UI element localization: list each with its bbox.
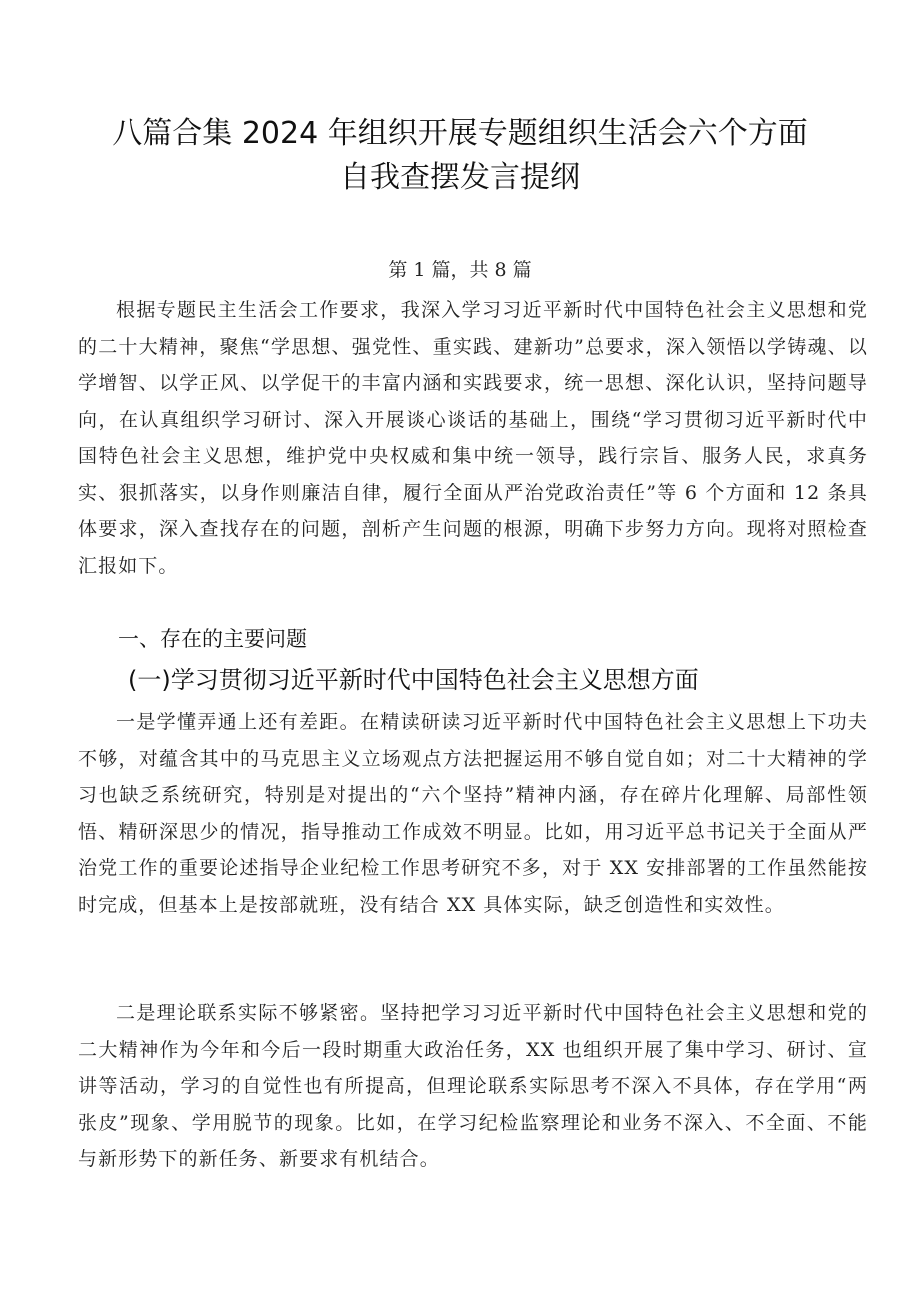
part-label: 第 1 篇，共 8 篇 (388, 259, 532, 281)
intro-paragraph: 根据专题民主生活会工作要求，我深入学习习近平新时代中国特色社会主义思想和党的二十大精神，聚焦“学思想、强党性、重实践、建新功”总要求，深入领悟以学铸魂、以学增智、以学正风、以学促干的丰富内涵和实践要求，统一思想、深化认识，坚持问题导向，在认真组织学习研讨、深入开展谈心谈话的基础上，围绕“学习贯彻习近平新时代中国特色社会主义思想，维护党中央权威和集中统一领导，践行宗旨、服务人民，求真务实、狠抓落实，以身作则廉洁自律，履行全面从严治党政治责任”等 6 个方面和 12 条具体要求，深入查找存在的问题，剖析产生问题的根源，明确下步努力方向。现将对照检查汇报如下。 (78, 299, 868, 577)
paragraph-point-two: 二是理论联系实际不够紧密。坚持把学习习近平新时代中国特色社会主义思想和党的二大精神作为今年和今后一段时期重大政治任务，XX 也组织开展了集中学习、研讨、宣讲等活动，学习的自觉性也有所提高，但理论联系实际思考不深入不具体，存在学用“两张皮”现象、学用脱节的现象。比如，在学习纪检监察理论和业务不深入、不全面、不能与新形势下的新任务、新要求有机结合。 (78, 1002, 868, 1170)
document-title-line-1: 八篇合集 2024 年组织开展专题组织生活会六个方面 (112, 116, 808, 151)
document-title-line-2: 自我查摆发言提纲 (340, 160, 580, 195)
section-heading-main-problems: 一、存在的主要问题 (118, 627, 307, 651)
paragraph-point-one: 一是学懂弄通上还有差距。在精读研读习近平新时代中国特色社会主义思想上下功夫不够，对蕴含其中的马克思主义立场观点方法把握运用不够自觉自如；对二十大精神的学习也缺乏系统研究，特别是对提出的“六个坚持”精神内涵，存在碎片化理解、局部性领悟、精研深思少的情况，指导推动工作成效不明显。比如，用习近平总书记关于全面从严治党工作的重要论述指导企业纪检工作思考研究不多，对于 XX 安排部署的工作虽然能按时完成，但基本上是按部就班，没有结合 XX 具体实际，缺乏创造性和实效性。 (78, 711, 868, 916)
subsection-heading-study: (一)学习贯彻习近平新时代中国特色社会主义思想方面 (128, 666, 699, 694)
